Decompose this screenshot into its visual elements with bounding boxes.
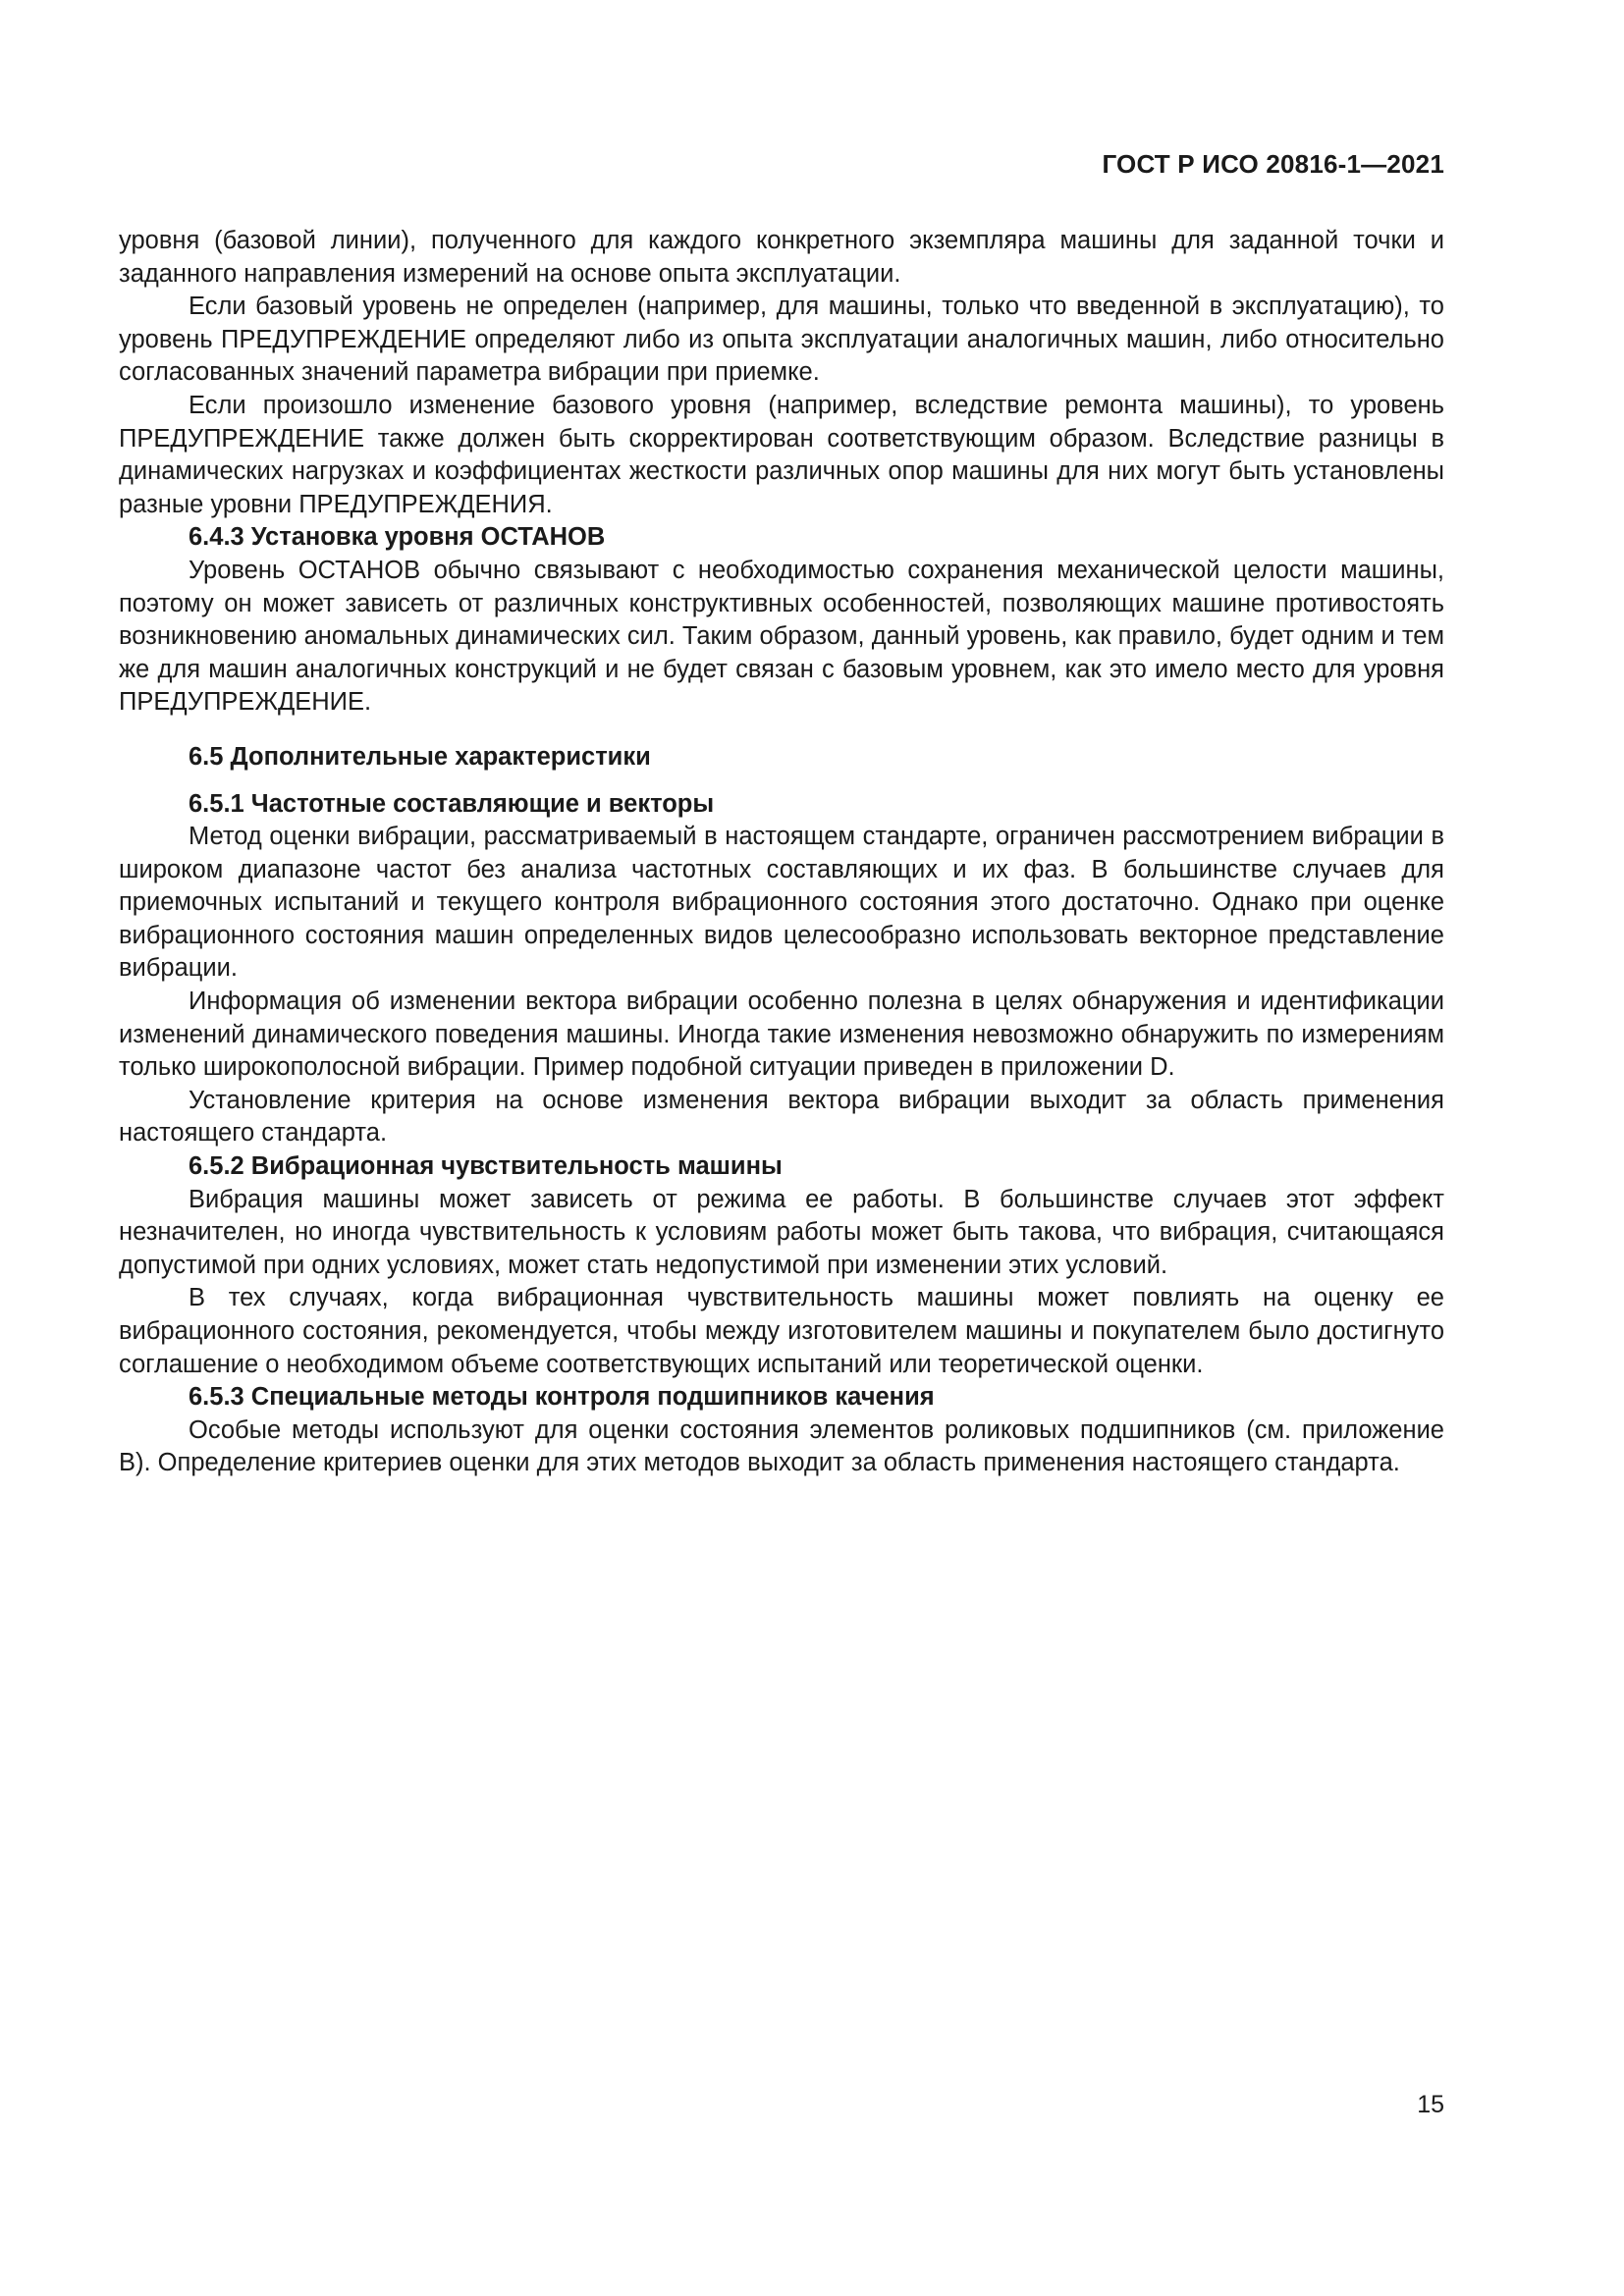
paragraph-vector-change-info: Информация об изменении вектора вибрации особенно полезна в целях обнаружения и идентификации изменений динамического поведения машины. Иногда такие изменения невозможно обнаружить по измерениям только широкополосной вибрации. Пример подобной ситуации приведен в приложении D.: [119, 988, 1444, 1082]
section-heading-6-4-3: 6.4.3 Установка уровня ОСТАНОВ: [189, 523, 606, 552]
paragraph-baseline-undefined: Если базовый уровень не определен (например, для машины, только что введенной в эксплуатацию), то уровень ПРЕДУПРЕЖДЕНИЕ определяют либо из опыта эксплуатации аналогичных машин, либо относительно согласованных значений параметра вибрации при приемке.: [119, 293, 1444, 387]
paragraph-vibration-method: Метод оценки вибрации, рассматриваемый в настоящем стандарте, ограничен рассмотрением вибрации в широком диапазоне частот без анализа частотных составляющих и их фаз. В большинстве случаев для приемочных испытаний и текущего контроля вибрационного состояния этого достаточно. Однако при оценке вибрационного состояния машин определенных видов целесообразно использовать векторное представление вибрации.: [119, 823, 1444, 983]
standard-code-header: ГОСТ Р ИСО 20816-1—2021: [1102, 149, 1444, 179]
paragraph-vector-criterion: Установление критерия на основе изменения вектора вибрации выходит за область применения настоящего стандарта.: [119, 1086, 1444, 1148]
paragraph-baseline-changed: Если произошло изменение базового уровня (например, вследствие ремонта машины), то уровень ПРЕДУПРЕЖДЕНИЕ также должен быть скорректирован соответствующим образом. Вследствие разницы в динамических нагрузках и коэффициентах жесткости различных опор машины для них могут быть установлены разные уровни ПРЕДУПРЕЖДЕНИЯ.: [119, 391, 1444, 518]
paragraph-sensitivity-agreement: В тех случаях, когда вибрационная чувствительность машины может повлиять на оценку ее вибрационного состояния, рекомендуется, чтобы между изготовителем машины и покупателем было достигнуто соглашение о необходимом объеме соответствующих испытаний или теоретической оценки.: [119, 1284, 1444, 1378]
paragraph-rolling-bearings: Особые методы используют для оценки состояния элементов роликовых подшипников (см. приложение В). Определение критериев оценки для этих методов выходит за область применения настоящего стандарта.: [119, 1415, 1444, 1477]
section-heading-6-5: 6.5 Дополнительные характеристики: [189, 742, 651, 771]
document-body: [119, 225, 1444, 1480]
paragraph-baseline-continuation: уровня (базовой линии), полученного для каждого конкретного экземпляра машины для заданной точки и заданного направления измерений на основе опыта эксплуатации.: [119, 227, 1444, 288]
section-heading-6-5-3: 6.5.3 Специальные методы контроля подшипников качения: [189, 1383, 935, 1412]
section-heading-6-5-1: 6.5.1 Частотные составляющие и векторы: [189, 789, 715, 818]
paragraph-operating-mode: Вибрация машины может зависеть от режима ее работы. В большинстве случаев этот эффект незначителен, но иногда чувствительность к условиям работы может быть такова, что вибрация, считающаяся допустимой при одних условиях, может стать недопустимой при изменении этих условий.: [119, 1185, 1444, 1279]
page-number: 15: [1417, 2091, 1444, 2118]
section-heading-6-5-2: 6.5.2 Вибрационная чувствительность машины: [189, 1152, 783, 1181]
paragraph-stop-level: Уровень ОСТАНОВ обычно связывают с необходимостью сохранения механической целости машины, поэтому он может зависеть от различных конструктивных особенностей, позволяющих машине противостоять возникновению аномальных динамических сил. Таким образом, данный уровень, как правило, будет одним и тем же для машин аналогичных конструкций и не будет связан с базовым уровнем, как это имело место для уровня ПРЕДУПРЕЖДЕНИЕ.: [119, 556, 1444, 717]
